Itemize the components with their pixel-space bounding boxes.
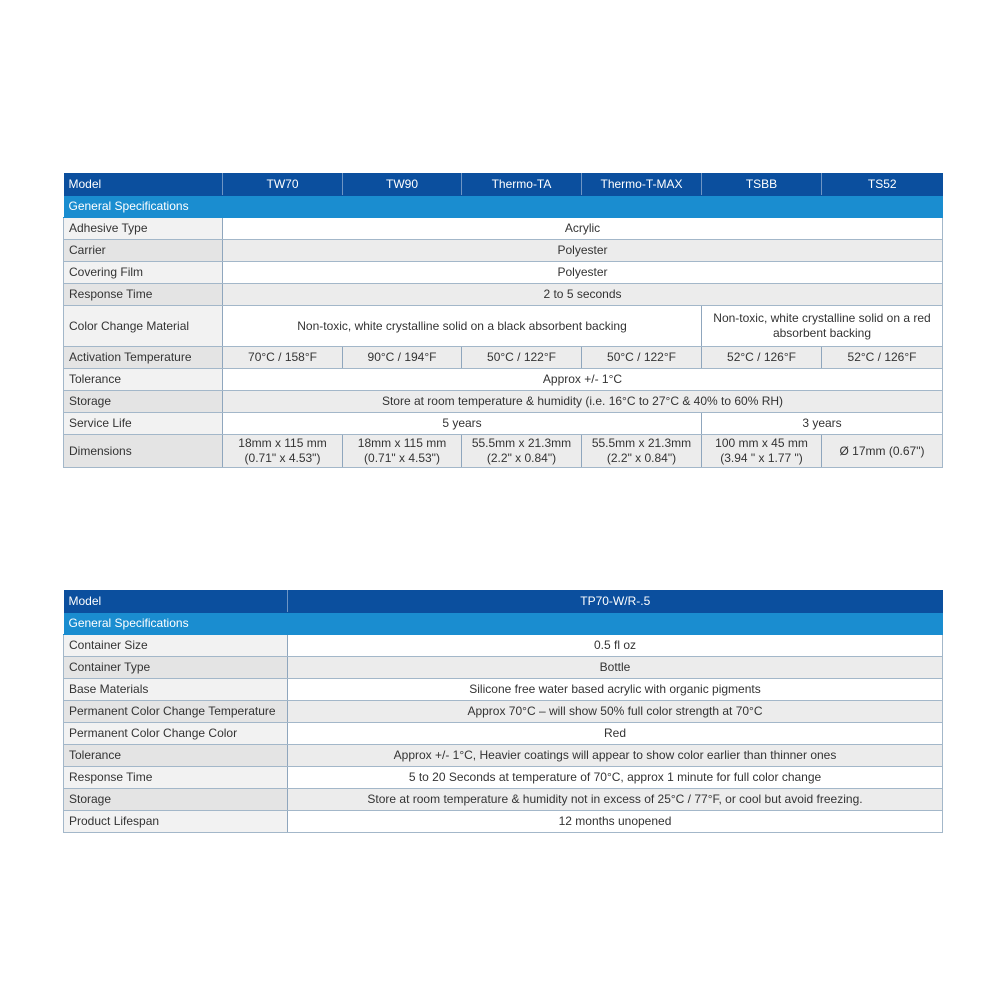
row-label: Permanent Color Change Temperature [64,701,288,723]
table-row [64,679,943,701]
row-value: Polyester [223,240,943,262]
table-row [64,284,943,306]
table-row [64,306,943,347]
row-value: 3 years [702,413,943,435]
row-label: Base Materials [64,679,288,701]
table-row [64,369,943,391]
dimension-metric: 55.5mm x 21.3mm [591,436,692,450]
table-row [64,635,943,657]
header-thermo-t-max: Thermo-T-MAX [582,173,702,196]
row-label: Container Type [64,657,288,679]
row-label: Service Life [64,413,223,435]
row-value: Acrylic [223,218,943,240]
table-row [64,745,943,767]
table-row [64,657,943,679]
row-value: 52°C / 126°F [822,347,943,369]
dimension-imperial: (2.2" x 0.84") [606,451,677,465]
table-row [64,262,943,284]
row-value: Store at room temperature & humidity not in excess of 25°C / 77°F, or cool but avoid freezing. [288,789,943,811]
row-label: Storage [64,391,223,413]
table-row [64,723,943,745]
row-label: Storage [64,789,288,811]
dimension-metric: 100 mm x 45 mm [715,436,808,450]
header-tsbb: TSBB [702,173,822,196]
dimension-imperial: (2.2" x 0.84") [486,451,557,465]
table-row [64,413,943,435]
row-value: 90°C / 194°F [343,347,462,369]
row-value: Store at room temperature & humidity (i.e. 16°C to 27°C & 40% to 60% RH) [223,391,943,413]
header-tw90: TW90 [343,173,462,196]
row-value: Approx 70°C – will show 50% full color strength at 70°C [288,701,943,723]
header-tp70: TP70-W/R-.5 [288,590,943,613]
row-value: Approx +/- 1°C, Heavier coatings will appear to show color earlier than thinner ones [288,745,943,767]
dimension-metric: 55.5mm x 21.3mm [471,436,572,450]
row-label: Carrier [64,240,223,262]
row-label: Activation Temperature [64,347,223,369]
header-tw70: TW70 [223,173,343,196]
table-row [64,701,943,723]
row-value: Approx +/- 1°C [223,369,943,391]
row-value [223,435,343,468]
row-label: Product Lifespan [64,811,288,833]
row-value [462,435,582,468]
row-label: Response Time [64,284,223,306]
row-value: Non-toxic, white crystalline solid on a red absorbent backing [702,306,943,347]
row-label: Tolerance [64,745,288,767]
row-label: Covering Film [64,262,223,284]
dimension-imperial: (3.94 " x 1.77 ") [720,451,803,465]
table-row [64,240,943,262]
row-value: 52°C / 126°F [702,347,822,369]
header-model: Model [64,590,288,613]
row-value [702,435,822,468]
row-label: Container Size [64,635,288,657]
row-value [582,435,702,468]
table-row [64,391,943,413]
header-thermo-ta: Thermo-TA [462,173,582,196]
row-value: Non-toxic, white crystalline solid on a black absorbent backing [223,306,702,347]
row-label: Response Time [64,767,288,789]
row-value: Silicone free water based acrylic with organic pigments [288,679,943,701]
row-value: 70°C / 158°F [223,347,343,369]
table-row [64,218,943,240]
header-ts52: TS52 [822,173,943,196]
row-value: 2 to 5 seconds [223,284,943,306]
row-value: 5 to 20 Seconds at temperature of 70°C, approx 1 minute for full color change [288,767,943,789]
table-row [64,435,943,468]
dimension-metric: Ø 17mm (0.67") [839,443,925,458]
row-value [822,435,943,468]
row-label: Tolerance [64,369,223,391]
row-value: Polyester [223,262,943,284]
spec-table-permanent-paint [63,590,943,833]
table-header-row [64,590,943,613]
row-value: 50°C / 122°F [462,347,582,369]
row-value: 0.5 fl oz [288,635,943,657]
section-row [64,613,943,635]
table-row [64,767,943,789]
row-value: 12 months unopened [288,811,943,833]
table-row [64,811,943,833]
spec-table-thermal-labels [63,173,943,468]
section-row [64,196,943,218]
row-value: 5 years [223,413,702,435]
dimension-metric: 18mm x 115 mm [238,436,327,450]
row-label: Color Change Material [64,306,223,347]
row-label: Dimensions [64,435,223,468]
section-title: General Specifications [64,613,943,635]
row-value: Bottle [288,657,943,679]
header-model: Model [64,173,223,196]
table-header-row [64,173,943,196]
row-value: 50°C / 122°F [582,347,702,369]
row-label: Permanent Color Change Color [64,723,288,745]
dimension-metric: 18mm x 115 mm [357,436,447,450]
dimension-imperial: (0.71" x 4.53") [364,451,440,465]
row-value: Red [288,723,943,745]
table-row [64,789,943,811]
dimension-imperial: (0.71" x 4.53") [244,451,321,465]
row-label: Adhesive Type [64,218,223,240]
row-value [343,435,462,468]
section-title: General Specifications [64,196,943,218]
table-row [64,347,943,369]
